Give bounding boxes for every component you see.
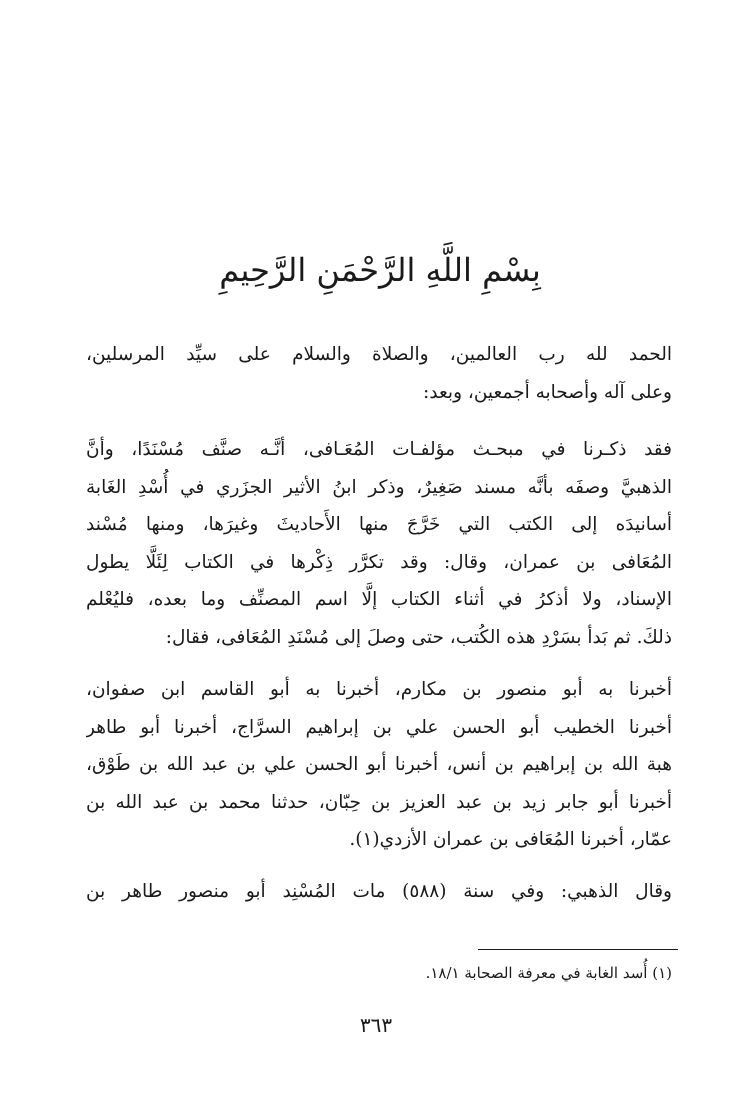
- text-line: أسانيدَه إلى الكتب التي خَرَّجَ منها الأَحاديثَ وغيرَها، ومنها مُسْند: [86, 514, 672, 535]
- paragraph-dhahabi: [86, 873, 672, 911]
- footnote: (١) أُسد الغابة في معرفة الصحابة ١٨/١.: [425, 964, 672, 982]
- text-line: أخبرنا الخطيب أبو الحسن علي بن إبراهيم السرَّاج، أخبرنا أبو طاهر: [86, 716, 672, 738]
- text-line: هبة الله بن إبراهيم بن أنس، أخبرنا أبو الحسن علي بن عبد الله بن طَوْق،: [86, 754, 672, 775]
- main-text: [86, 336, 672, 910]
- text-line: أخبرنا أبو جابر زيد بن عبد العزيز بن حِبّان، حدثنا محمد بن عبد الله بن: [86, 791, 672, 813]
- basmala-heading: بِسْمِ اللَّهِ الرَّحْمَنِ الرَّحِيمِ: [219, 251, 541, 289]
- paragraph-isnad: [86, 671, 672, 859]
- text-line: وقال الذهبي: وفي سنة (٥٨٨) مات المُسْنِد أبو منصور طاهر بن: [86, 880, 672, 902]
- text-line: عمّار، أخبرنا المُعَافى بن عمران الأزدي(١).: [349, 829, 672, 850]
- paragraph-intro: [86, 336, 672, 411]
- page-number: ٣٦٣: [359, 1013, 393, 1037]
- paragraph-musnad: [86, 431, 672, 656]
- text-line: وعلى آله وأصحابه أجمعين، وبعد:: [423, 381, 672, 403]
- text-line: فقد ذكـرنا في مبحـث مؤلفـات المُعَـافى، أنَّـه صنَّف مُسْنَدًا، وأنَّ: [86, 439, 672, 460]
- text-line: المُعَافى بن عمران، وقال: وقد تكرَّر ذِكْرها في الكتاب لِئَلَّا يطول: [86, 551, 672, 573]
- text-line: الإسناد، ولا أذكرُ في أثناء الكتاب إلَّا اسم المصنِّف وما بعده، فليُعْلم: [86, 589, 672, 610]
- footnote-divider: [478, 949, 678, 950]
- text-line: الحمد لله رب العالمين، والصلاة والسلام على سيِّد المرسلين،: [86, 344, 672, 365]
- text-line: ذلكَ. ثم بَدأ بسَرْدِ هذه الكُتب، حتى وصلَ إلى مُسْنَدِ المُعَافى، فقال:: [165, 626, 672, 648]
- text-line: أخبرنا به أبو منصور بن مكارم، أخبرنا به أبو القاسم ابن صفوان،: [86, 679, 672, 700]
- text-line: الذهبيَّ وصفَه بأنَّه مسند صَغِيرٌ، وذكر ابنُ الأثير الجزَري في أُسْدِ الغَابة: [86, 476, 672, 498]
